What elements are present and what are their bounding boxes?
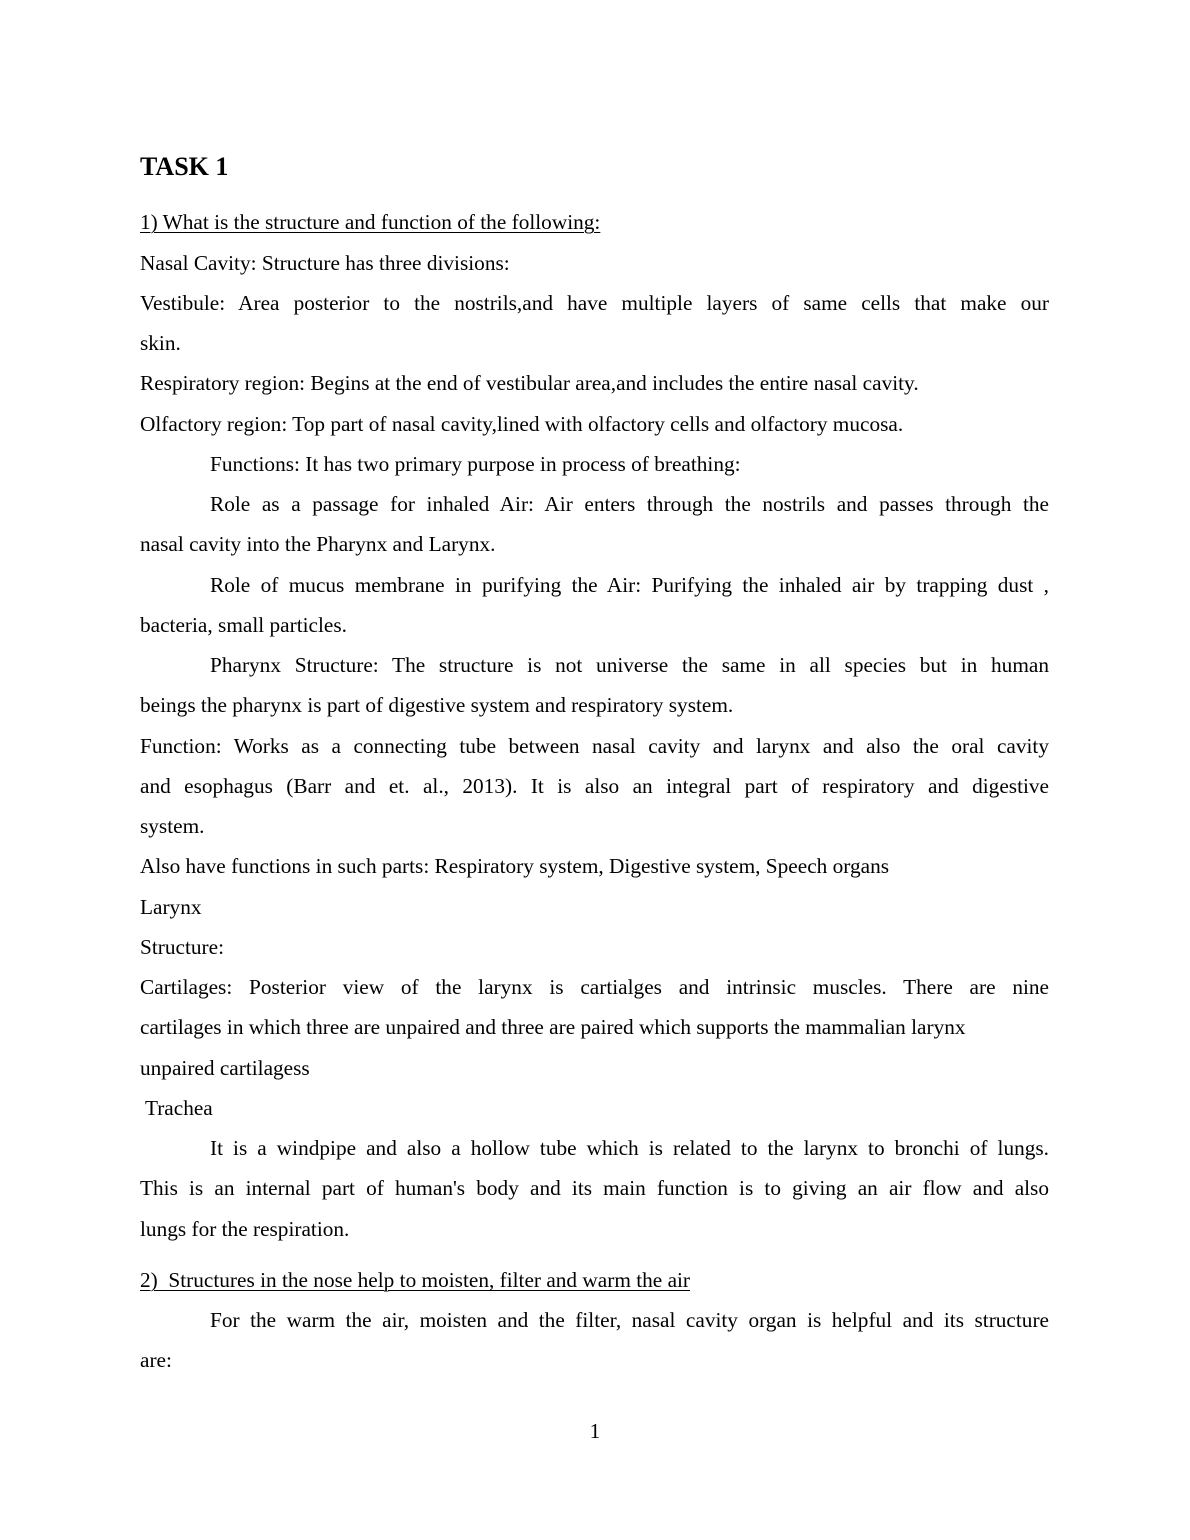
- mucus-line-2: bacteria, small particles.: [140, 613, 347, 637]
- answer-2-line-1: For the warm the air, moisten and the filter, nasal cavity organ is helpful and its structure: [210, 1308, 1049, 1332]
- passage-line-2: nasal cavity into the Pharynx and Larynx.: [140, 532, 496, 556]
- respiratory-region: Respiratory region: Begins at the end of vestibular area,and includes the entire nasal cavity.: [140, 371, 919, 395]
- pharynx-function-line-3: system.: [140, 814, 205, 838]
- question-2: 2) Structures in the nose help to moisten, filter and warm the air: [140, 1268, 691, 1292]
- pharynx-also: Also have functions in such parts: Respiratory system, Digestive system, Speech organs: [140, 854, 890, 878]
- larynx-title: Larynx: [140, 895, 202, 919]
- trachea-title: Trachea: [140, 1096, 213, 1120]
- question-1: 1) What is the structure and function of the following:: [140, 210, 601, 234]
- pharynx-structure-line-1: Pharynx Structure: The structure is not universe the same in all species but in human: [210, 653, 1049, 677]
- pharynx-structure-line-2: beings the pharynx is part of digestive system and respiratory system.: [140, 693, 734, 717]
- vestibule-line-1: Vestibule: Area posterior to the nostrils,and have multiple layers of same cells that make our: [140, 291, 1049, 315]
- answer-2-line-2: are:: [140, 1348, 172, 1372]
- mucus-line-1: Role of mucus membrane in purifying the Air: Purifying the inhaled air by trapping dust ,: [210, 573, 1049, 597]
- olfactory-region: Olfactory region: Top part of nasal cavity,lined with olfactory cells and olfactory mucosa.: [140, 412, 904, 436]
- cartilages-line-3: unpaired cartilagess: [140, 1056, 310, 1080]
- pharynx-function-line-2: and esophagus (Barr and et. al., 2013). It is also an integral part of respiratory and digestive: [140, 774, 1049, 798]
- cartilages-line-1: Cartilages: Posterior view of the larynx is cartialges and intrinsic muscles. There are nine: [140, 975, 1049, 999]
- trachea-line-1: It is a windpipe and also a hollow tube which is related to the larynx to bronchi of lungs.: [210, 1136, 1049, 1160]
- cartilages-line-2: cartilages in which three are unpaired and three are paired which supports the mammalian larynx: [140, 1015, 966, 1039]
- trachea-line-2: This is an internal part of human's body and its main function is to giving an air flow and also: [140, 1176, 1049, 1200]
- passage-line-1: Role as a passage for inhaled Air: Air enters through the nostrils and passes through the: [210, 492, 1049, 516]
- pharynx-function-line-1: Function: Works as a connecting tube between nasal cavity and larynx and also the oral cavity: [140, 734, 1049, 758]
- functions-intro: Functions: It has two primary purpose in process of breathing:: [210, 452, 741, 476]
- task-heading: TASK 1: [140, 152, 229, 181]
- page-number: 1: [589, 1419, 601, 1443]
- vestibule-line-2: skin.: [140, 331, 181, 355]
- larynx-structure: Structure:: [140, 935, 224, 959]
- nasal-cavity-intro: Nasal Cavity: Structure has three divisions:: [140, 251, 510, 275]
- trachea-line-3: lungs for the respiration.: [140, 1217, 350, 1241]
